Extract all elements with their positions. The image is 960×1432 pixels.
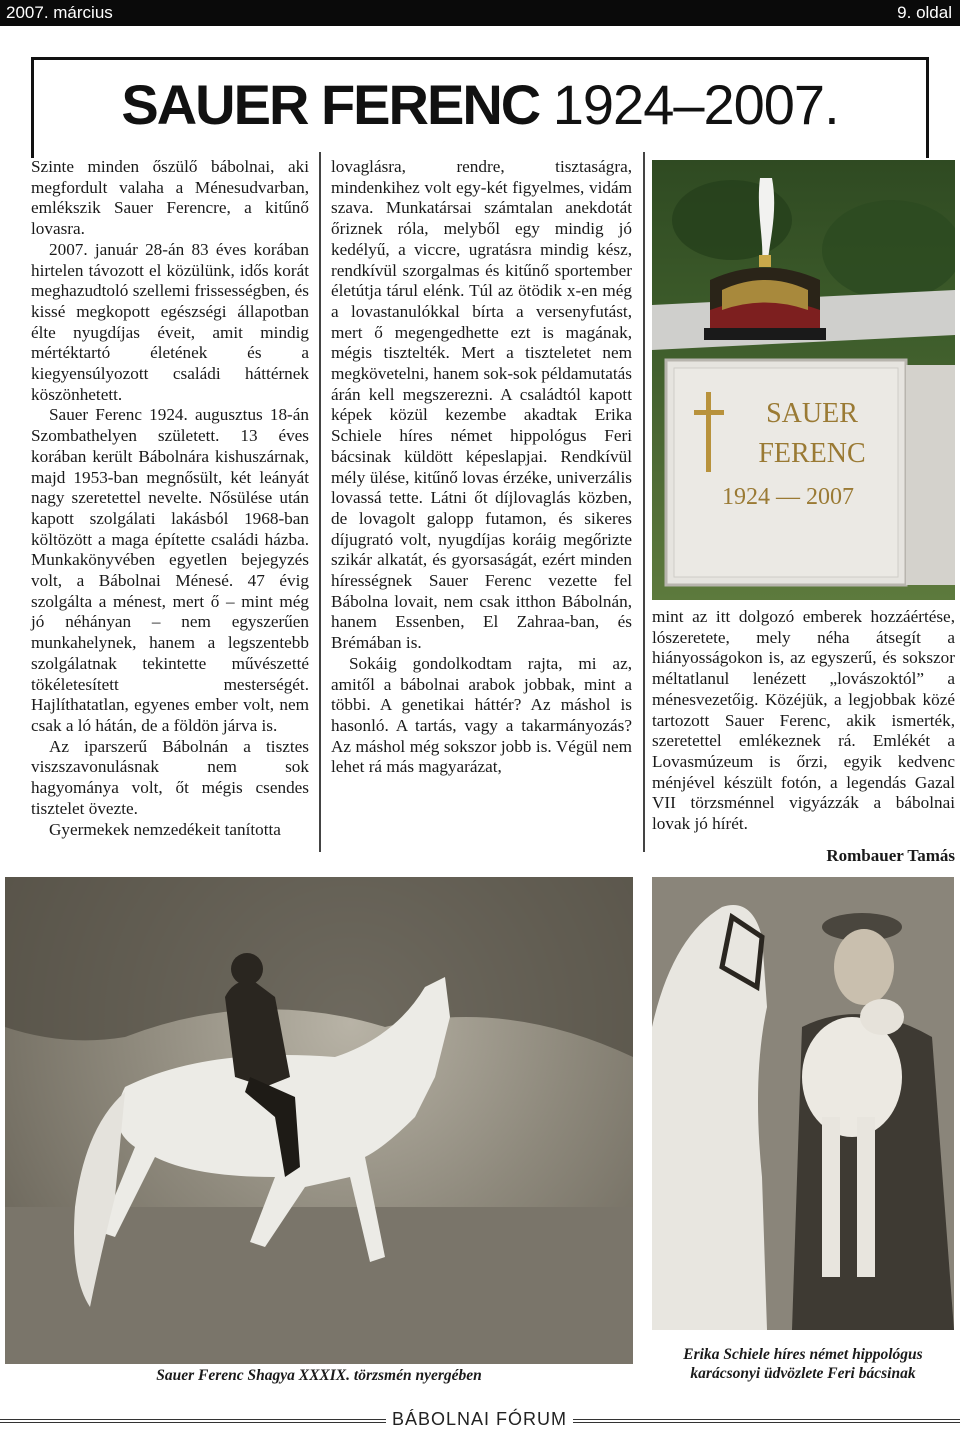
horse-rider-photo xyxy=(5,877,633,1364)
man-with-lamb-photo xyxy=(652,877,954,1330)
column-divider xyxy=(643,152,645,852)
top-bar xyxy=(0,0,960,26)
publication-name: BÁBOLNAI FÓRUM xyxy=(391,1409,568,1429)
lamb-illustration xyxy=(652,877,954,1330)
paragraph: Szinte minden őszülő bábolnai, aki megfordult valaha a Ménesudvarban, emlékszik Sauer Ferencre, a kitűnő lovasra. xyxy=(31,157,309,239)
paragraph: Sokáig gondolkodtam rajta, mi az, amitől a bábolnai arabok jobbak, mint a többi. A genetikai háttér? Az máshol is hasonló. A tartás, vagy a takarmányozás? Az máshol még sokszor jobb is. Végül nem lehet rá más magyarázat, xyxy=(331,653,632,777)
lamb-photo-caption xyxy=(652,1345,954,1383)
grave-photo xyxy=(652,160,955,600)
page-number: 9. oldal xyxy=(897,3,952,22)
title-name: SAUER FERENC xyxy=(121,73,540,136)
paragraph: 2007. január 28-án 83 éves korában hirtelen távozott el közülünk, idős korát meghazudtoló szellemi frissességben, és kissé megkopott egészségi állapotban élte nyugdíjas éveit, amit mindig mértéktartó életének és a kiegyensúlyozott családi háttérnek köszönhetett. xyxy=(31,239,309,404)
horse-illustration xyxy=(5,877,633,1364)
article-column-2 xyxy=(331,157,632,778)
issue-date: 2007. március xyxy=(6,3,113,22)
paragraph: lovaglásra, rendre, tisztaságra, mindenkihez volt egy-két figyelmes, vidám szava. Munkatársai számtalan anekdotát őriznek róla, melyből egy mindig jó kedélyű, a viccre, ugratásra mindig kész, rendkívül szorgalmas és kitűnő sportember életútja tárul elénk. Túl az ötödik x-en még a lovastanulókkal bírta a versenyfutást, mert ő megengedhette ezt is magának, mégis tisztelték. Mert a tiszteletet nem megkövetelni, hanem sok-sok példamutatás árán kell megszerezni. A családtól kapott képek közül kezembe akadtak Erika Schiele híres német hippológus Feri bácsinak küldött képeslapjai. Rendkívül mély ülése, kitűnő lovas érzéke, univerzális lovassá tette. Látni őt díjlovaglás közben, de lovagolt galopp futamon, és sikeres díjugrató volt, nyugdíjas koráig megőrizte szikár alkatát, és gyorsaságát, ezért minden hírességnek Sauer Ferenc vezette fel Bábolna lovait, nem csak itthon Bábolnán, hanem Essenben, El Zahraa-ban, és Brémában is. xyxy=(331,157,632,653)
paragraph: Sauer Ferenc 1924. augusztus 18-án Szombathelyen született. 13 éves korában került Bábolnára kishuszárnak, majd 1953-ban megnősült, két leányát nagy szeretettel nevelte. Nősülése után kapott szolgálati lakásból 1968-ban költözött a maga építette családi házba. Munkakönyvében egyetlen bejegyzés volt, a Bábolnai Ménesé. 47 évig szolgálta a ménest, mert ő – mint még jó néhányan – nem egyszerűen munkahelynek, hanem a legszentebb szolgálatnak tekintette művészetté tökéletesített mesterségét. Hajlíthatatlan, egyenes ember volt, nem csak a ló hátán, de a földön járva is. xyxy=(31,405,309,735)
title-years: 1924–2007. xyxy=(552,73,839,136)
grave-years: 1924 — 2007 xyxy=(722,484,854,510)
column-divider xyxy=(319,152,321,852)
article-column-1 xyxy=(31,157,309,840)
grave-illustration xyxy=(652,160,955,600)
grave-line1: SAUER xyxy=(766,398,858,429)
page-footer xyxy=(0,1410,960,1428)
article-column-3 xyxy=(652,607,955,835)
caption-line: Erika Schiele híres német hippológus xyxy=(683,1346,923,1363)
footer-rule-right xyxy=(573,1419,960,1420)
author-signature: Rombauer Tamás xyxy=(826,846,955,865)
paragraph: mint az itt dolgozó emberek hozzáértése, lószeretete, mely néha átsegít a hiányosságokon is, az egyszerű, és sokszor méltatlanul lenézett „lovászoktól” a ménesvezetőig. Közéjük, a legjobbak közé tartozott Sauer Ferenc, akik ismerték, szeretettel emlékeznek rá. Emlékét a Lovasmúzeum is őrzi, egyik kedvenc ménjével készült fotón, a legendás Gazal VII törzsménnel vigyázzák a bábolnai lovak jó hírét. xyxy=(652,607,955,834)
grave-line2: FERENC xyxy=(758,438,866,469)
paragraph: Gyermekek nemzedékeit tanította xyxy=(49,819,281,839)
paragraph: Az iparszerű Bábolnán a tisztes viszszavonulásnak nem sok hagyománya volt, őt mégis csendes tisztelet övezte. xyxy=(31,736,309,818)
page-title xyxy=(0,70,960,140)
footer-rule-left xyxy=(0,1419,386,1420)
caption-line: karácsonyi üdvözlete Feri bácsinak xyxy=(690,1365,916,1382)
horse-photo-caption: Sauer Ferenc Shagya XXXIX. törzsmén nyergében xyxy=(156,1367,482,1384)
